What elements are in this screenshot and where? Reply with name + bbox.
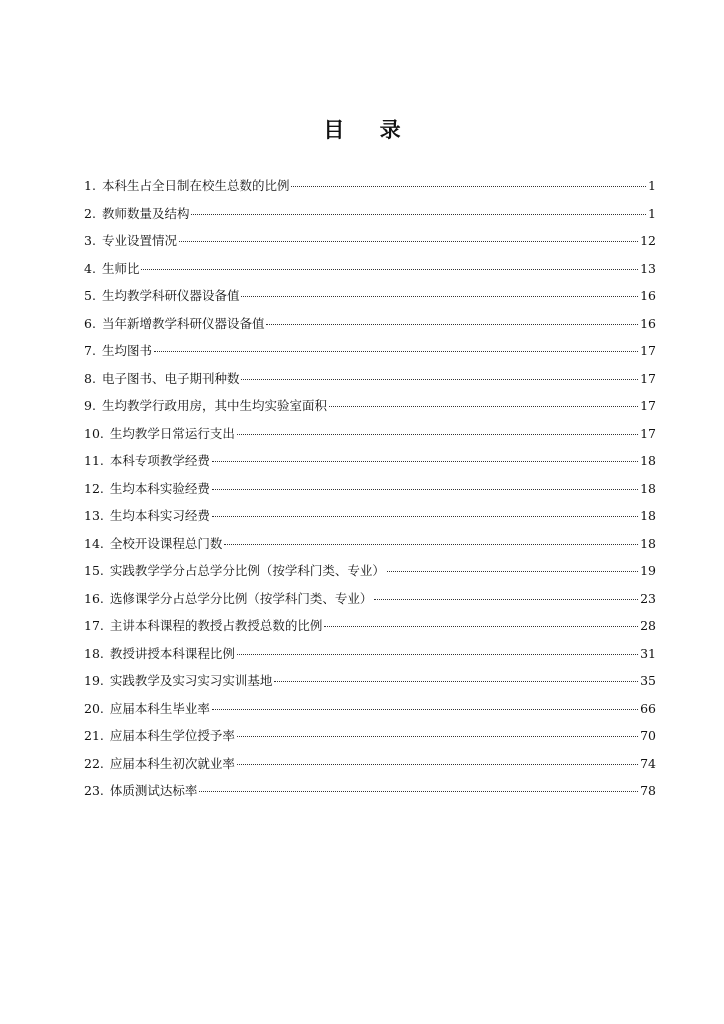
- toc-entry-page: 28: [640, 618, 656, 633]
- dot-leader: [329, 406, 638, 407]
- toc-entry-page: 1: [648, 178, 656, 193]
- toc-entry-title: 选修课学分占总学分比例（按学科门类、专业）: [109, 590, 373, 606]
- toc-title: 目 录: [323, 117, 415, 142]
- toc-entry-page: 31: [640, 645, 656, 661]
- toc-entry-page: 18: [640, 535, 656, 551]
- toc-entry-title: 生均教学行政用房，其中生均实验室面积: [101, 398, 327, 413]
- toc-entry-page: 16: [640, 288, 656, 303]
- toc-entry-page: 74: [640, 755, 656, 771]
- dot-leader: [237, 764, 638, 765]
- toc-entry-title: 专业设置情况: [101, 233, 177, 248]
- toc-entry-title: 应届本科生学位授予率: [109, 728, 235, 743]
- toc-entry-number: 2.: [84, 205, 96, 221]
- toc-entry-number: 8.: [84, 370, 96, 386]
- dot-leader: [274, 681, 638, 682]
- toc-entry-number: 16.: [84, 590, 104, 606]
- dot-leader: [241, 379, 638, 380]
- toc-entry-title: 本科专项教学经费: [109, 453, 210, 468]
- toc-entry[interactable]: [84, 479, 656, 507]
- dot-leader: [224, 544, 638, 545]
- dot-leader: [237, 654, 638, 655]
- dot-leader: [141, 269, 638, 270]
- toc-entry-number: 14.: [84, 535, 104, 551]
- toc-entry-number: 1.: [84, 178, 96, 193]
- toc-entry-title: 生师比: [101, 260, 140, 276]
- toc-entry-page: 17: [640, 425, 656, 441]
- toc-list: [84, 176, 656, 809]
- toc-entry[interactable]: [84, 341, 656, 369]
- toc-entry-title: 应届本科生毕业率: [109, 700, 210, 716]
- toc-entry-title: 实践教学学分占总学分比例（按学科门类、专业）: [109, 563, 385, 578]
- toc-entry-page: 1: [648, 205, 656, 221]
- toc-entry-page: 19: [640, 563, 656, 578]
- toc-entry[interactable]: [84, 726, 656, 754]
- dot-leader: [212, 709, 638, 710]
- toc-entry-number: 5.: [84, 288, 96, 303]
- toc-entry-page: 18: [640, 453, 656, 468]
- toc-entry[interactable]: [84, 424, 656, 452]
- toc-entry-number: 12.: [84, 480, 104, 496]
- toc-entry[interactable]: [84, 781, 656, 809]
- toc-entry[interactable]: [84, 699, 656, 727]
- toc-entry[interactable]: [84, 396, 656, 424]
- toc-entry-page: 18: [640, 508, 656, 523]
- toc-entry-number: 7.: [84, 343, 96, 358]
- toc-entry-title: 生均本科实验经费: [109, 480, 210, 496]
- toc-entry-title: 生均图书: [101, 343, 152, 358]
- toc-entry[interactable]: [84, 286, 656, 314]
- toc-entry[interactable]: [84, 534, 656, 562]
- toc-entry-page: 12: [640, 233, 656, 248]
- toc-entry-title: 当年新增教学科研仪器设备值: [101, 315, 265, 331]
- dot-leader: [387, 571, 638, 572]
- toc-entry-number: 6.: [84, 315, 96, 331]
- toc-entry[interactable]: [84, 561, 656, 589]
- toc-entry-number: 11.: [84, 453, 104, 468]
- toc-entry[interactable]: [84, 259, 656, 287]
- toc-entry-title: 电子图书、电子期刊种数: [101, 370, 240, 386]
- dot-leader: [266, 324, 638, 325]
- toc-entry-title: 生均教学科研仪器设备值: [101, 288, 240, 303]
- toc-entry-title: 应届本科生初次就业率: [109, 755, 235, 771]
- toc-entry-number: 23.: [84, 783, 104, 798]
- toc-entry[interactable]: [84, 644, 656, 672]
- toc-entry-number: 3.: [84, 233, 96, 248]
- toc-entry-title: 教授讲授本科课程比例: [109, 645, 235, 661]
- dot-leader: [237, 736, 638, 737]
- toc-entry-title: 教师数量及结构: [101, 205, 190, 221]
- toc-entry-page: 66: [640, 700, 656, 716]
- toc-entry-title: 体质测试达标率: [109, 783, 198, 798]
- toc-entry[interactable]: [84, 369, 656, 397]
- toc-entry-title: 本科生占全日制在校生总数的比例: [101, 178, 290, 193]
- dot-leader: [374, 599, 638, 600]
- dot-leader: [199, 791, 638, 792]
- toc-entry-title: 主讲本科课程的教授占教授总数的比例: [109, 618, 323, 633]
- toc-entry-number: 4.: [84, 260, 96, 276]
- toc-entry-page: 17: [640, 398, 656, 413]
- dot-leader: [241, 296, 638, 297]
- dot-leader: [237, 434, 638, 435]
- toc-entry-page: 70: [640, 728, 656, 743]
- dot-leader: [291, 186, 646, 187]
- dot-leader: [212, 489, 638, 490]
- toc-entry[interactable]: [84, 506, 656, 534]
- toc-entry[interactable]: [84, 589, 656, 617]
- toc-entry-number: 17.: [84, 618, 104, 633]
- toc-entry-title: 实践教学及实习实习实训基地: [109, 673, 273, 688]
- toc-entry-number: 22.: [84, 755, 104, 771]
- dot-leader: [154, 351, 638, 352]
- toc-entry-page: 13: [640, 260, 656, 276]
- toc-entry-title: 生均教学日常运行支出: [109, 425, 235, 441]
- toc-entry[interactable]: [84, 754, 656, 782]
- toc-entry[interactable]: [84, 314, 656, 342]
- toc-entry-page: 17: [640, 370, 656, 386]
- toc-entry-number: 18.: [84, 645, 104, 661]
- toc-entry-number: 20.: [84, 700, 104, 716]
- dot-leader: [212, 461, 638, 462]
- toc-entry[interactable]: [84, 176, 656, 204]
- toc-entry[interactable]: [84, 231, 656, 259]
- toc-entry-title: 全校开设课程总门数: [109, 535, 223, 551]
- toc-entry-number: 10.: [84, 425, 104, 441]
- dot-leader: [179, 241, 638, 242]
- dot-leader: [212, 516, 638, 517]
- toc-entry-page: 17: [640, 343, 656, 358]
- toc-entry-number: 19.: [84, 673, 104, 688]
- toc-entry-title: 生均本科实习经费: [109, 508, 210, 523]
- toc-entry-page: 35: [640, 673, 656, 688]
- toc-entry[interactable]: [84, 671, 656, 699]
- toc-entry-page: 78: [640, 783, 656, 798]
- toc-entry-page: 23: [640, 590, 656, 606]
- toc-entry-number: 15.: [84, 563, 104, 578]
- toc-entry[interactable]: [84, 451, 656, 479]
- toc-entry-number: 21.: [84, 728, 104, 743]
- dot-leader: [324, 626, 638, 627]
- toc-entry[interactable]: [84, 616, 656, 644]
- toc-entry-page: 16: [640, 315, 656, 331]
- toc-entry-number: 9.: [84, 398, 96, 413]
- dot-leader: [191, 214, 646, 215]
- toc-entry-page: 18: [640, 480, 656, 496]
- toc-entry[interactable]: [84, 204, 656, 232]
- toc-entry-number: 13.: [84, 508, 104, 523]
